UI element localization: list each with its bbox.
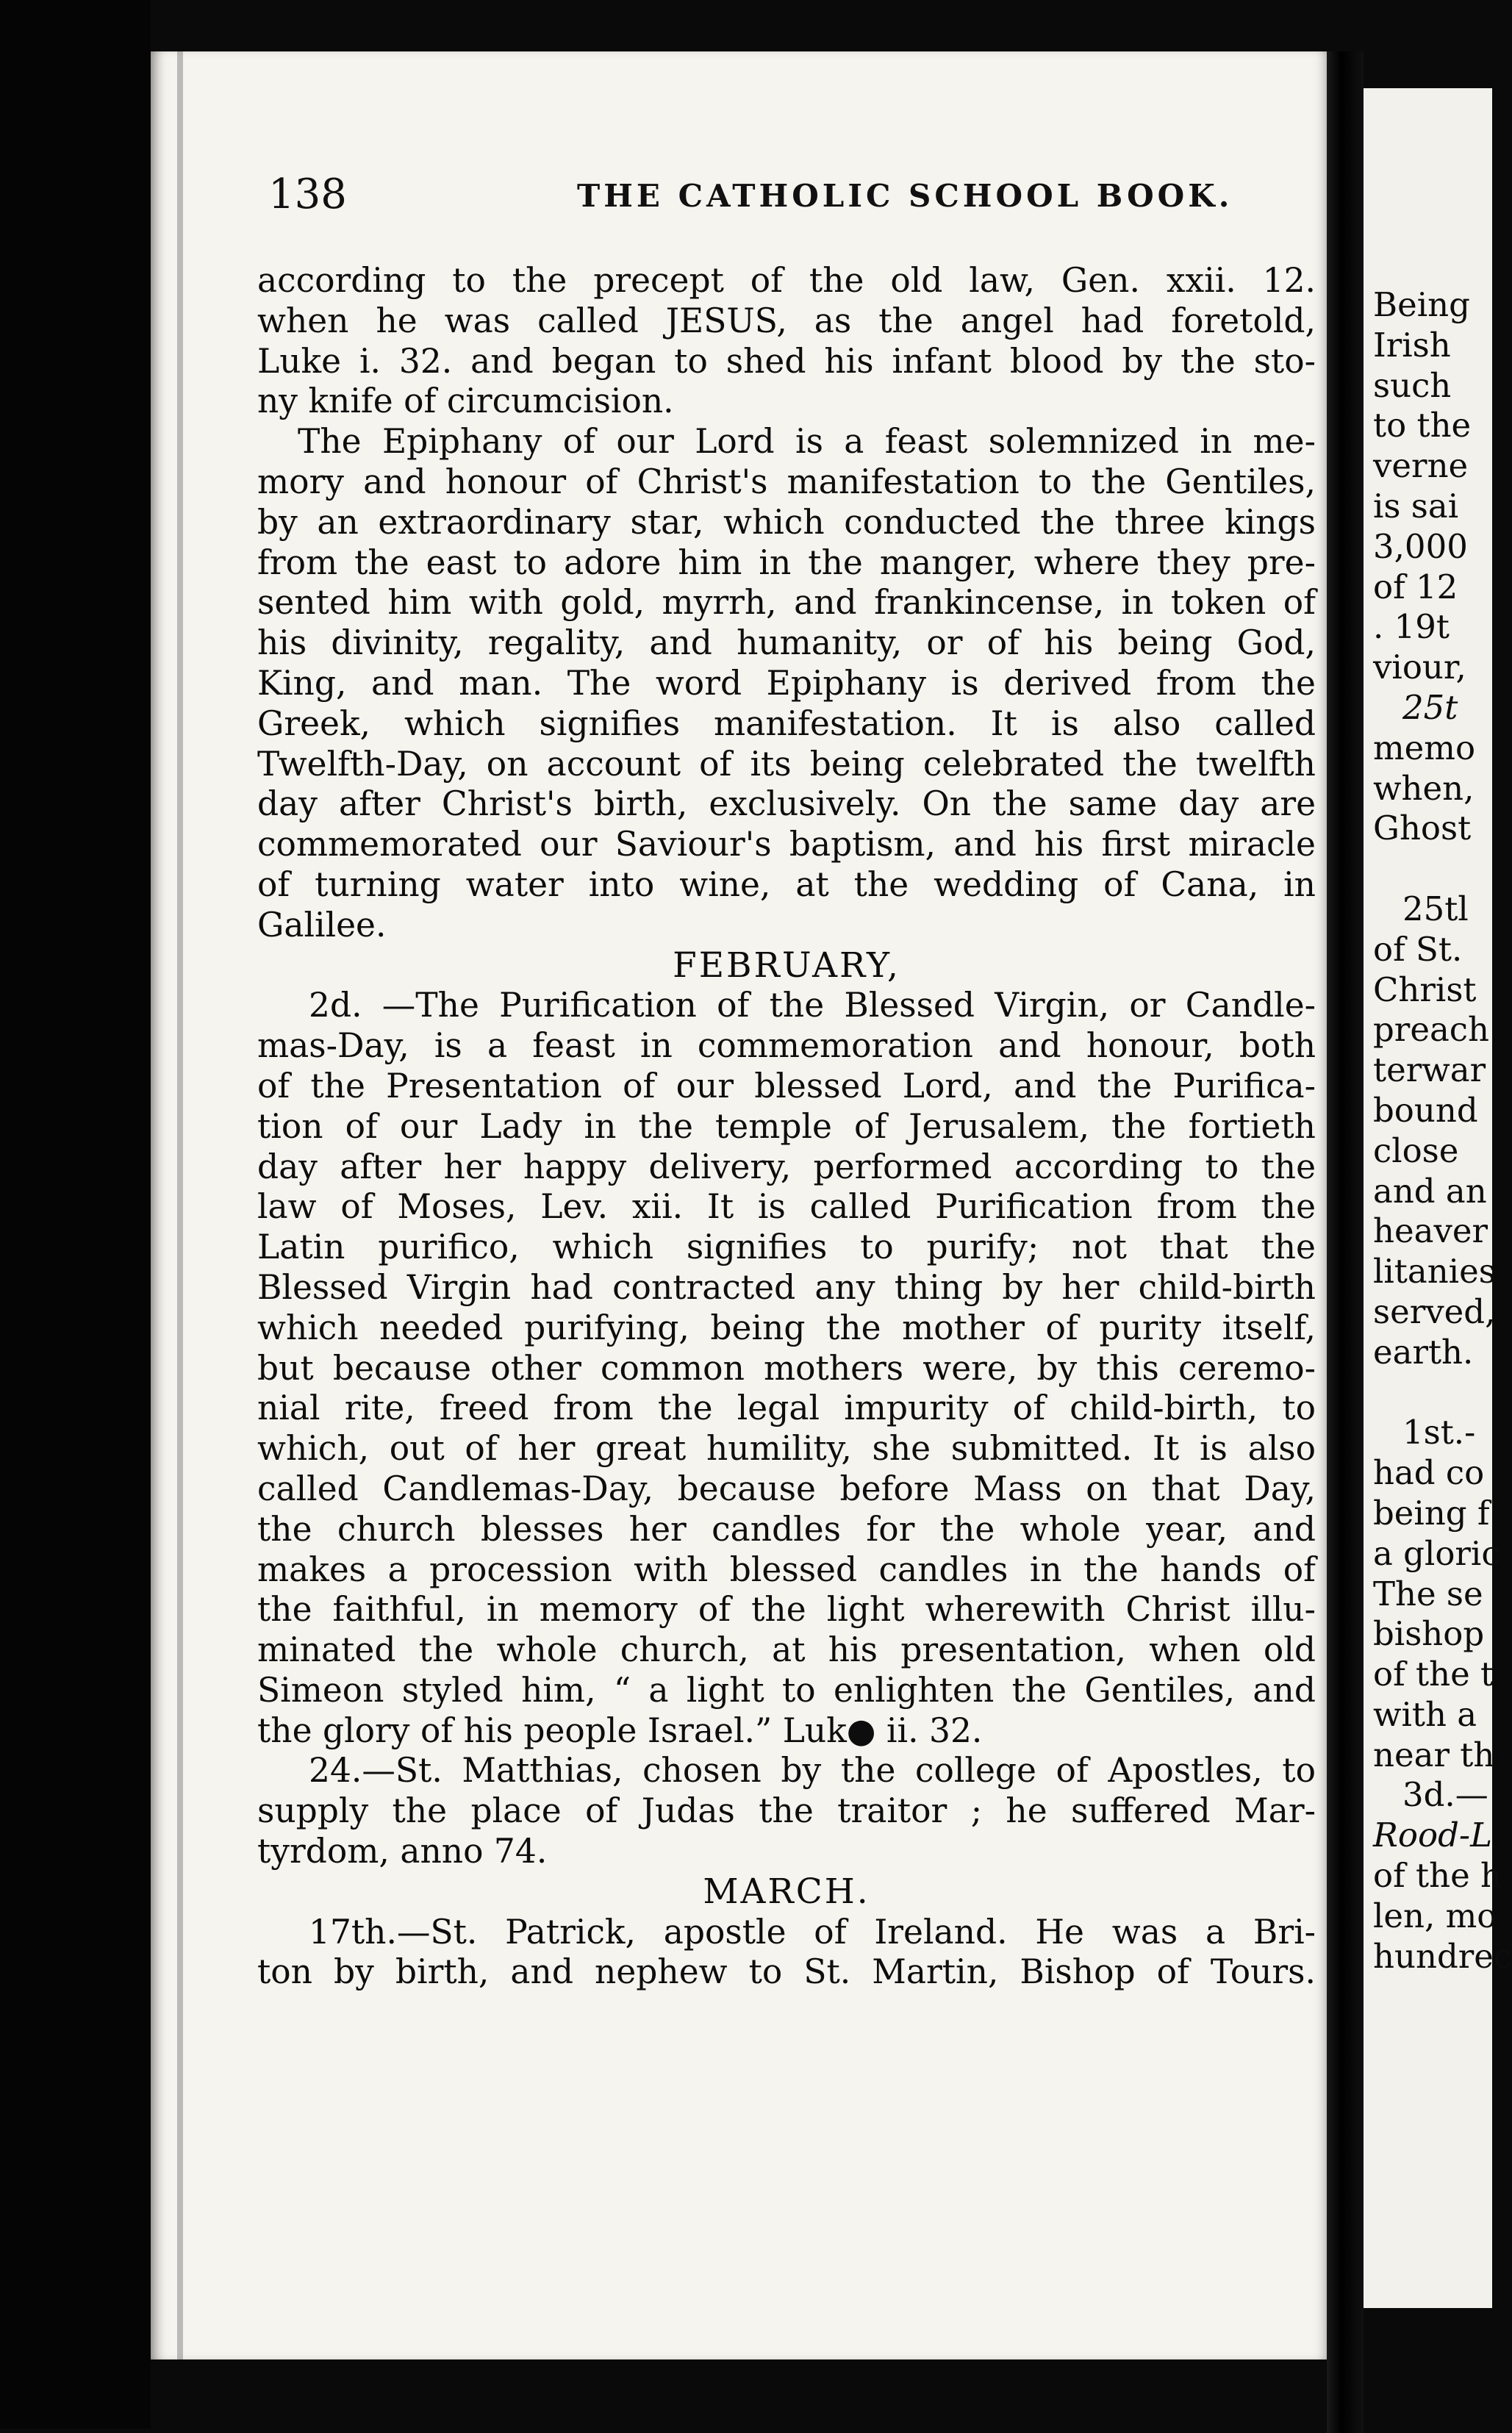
fragment-line: being f	[1373, 1493, 1490, 1533]
fragment-line: The se	[1373, 1574, 1483, 1613]
text-line: but because other common mothers were, by this ceremo-	[257, 1348, 1316, 1388]
text-line: when he was called JESUS, as the angel had foretold,	[257, 301, 1316, 340]
running-title: THE CATHOLIC SCHOOL BOOK.	[577, 178, 1233, 214]
section-heading-february: FEBRUARY,	[673, 945, 900, 986]
fragment-line: with a	[1373, 1694, 1477, 1734]
text-line: which, out of her great humility, she submitted. It is also	[257, 1429, 1316, 1469]
fragment-line: Ghost	[1373, 809, 1472, 848]
text-line: The Epiphany of our Lord is a feast solemnized in me-	[298, 422, 1316, 462]
fragment-line: Being	[1373, 285, 1470, 324]
fragment-line: is sai	[1373, 486, 1459, 526]
fragment-line: Irish	[1373, 325, 1451, 365]
book-gutter	[1327, 51, 1364, 2433]
fragment-line: of St.	[1373, 929, 1463, 969]
text-line: sented him with gold, myrrh, and frankincense, in token of	[257, 583, 1316, 623]
text-line: Simeon styled him, “ a light to enlighten the Gentiles, and	[257, 1670, 1316, 1710]
text-line: Twelfth-Day, on account of its being celebrated the twelfth	[257, 744, 1316, 784]
text-line: minated the whole church, at his presentation, when old	[257, 1630, 1316, 1670]
fragment-line: 1st.-	[1402, 1413, 1476, 1452]
fragment-line	[1373, 849, 1505, 889]
fragment-line: viour,	[1373, 648, 1466, 687]
text-line: law of Moses, Lev. xii. It is called Purification from the	[257, 1187, 1316, 1227]
fragment-line: to the	[1373, 406, 1472, 445]
fragment-line: Christ	[1373, 970, 1477, 1009]
section-heading-march: MARCH.	[703, 1871, 870, 1912]
fragment-line: hundrec	[1373, 1936, 1512, 1976]
text-line: makes a procession with blessed candles in the hands of	[257, 1549, 1316, 1589]
text-line: from the east to adore him in the manger, where they pre-	[257, 542, 1316, 582]
fragment-line: 25tl	[1402, 889, 1469, 928]
page-number: 138	[268, 171, 347, 218]
fragment-line: preach	[1373, 1010, 1489, 1050]
text-line: according to the precept of the old law, Gen. xxii. 12.	[257, 261, 1316, 300]
fragment-line: verne	[1373, 446, 1469, 486]
fragment-line: terwar	[1373, 1050, 1486, 1090]
fragment-line	[1373, 1373, 1505, 1413]
text-line: Galilee.	[257, 905, 387, 945]
fragment-line: heaver	[1373, 1211, 1488, 1251]
fragment-line: of the h	[1373, 1856, 1502, 1896]
text-line: ny knife of circumcision.	[257, 381, 674, 421]
text-line: tion of our Lady in the temple of Jerusalem, the fortieth	[257, 1106, 1316, 1146]
text-line: tyrdom, anno 74.	[257, 1832, 548, 1871]
text-line: the glory of his people Israel.” Luk● ii. 32.	[257, 1710, 983, 1750]
text-line: King, and man. The word Epiphany is derived from the	[257, 663, 1316, 703]
text-line: supply the place of Judas the traitor ; he suffered Mar-	[257, 1791, 1316, 1831]
text-line: which needed purifying, being the mother of purity itself,	[257, 1308, 1316, 1347]
text-line: Latin purifico, which signifies to purify; not that the	[257, 1228, 1316, 1267]
fragment-line: . 19t	[1373, 607, 1450, 647]
fragment-line: of 12	[1373, 567, 1458, 606]
text-line: 17th.—St. Patrick, apostle of Ireland. He was a Bri-	[309, 1912, 1316, 1952]
fragment-line: such	[1373, 365, 1452, 405]
fragment-line: 3,000	[1373, 526, 1468, 566]
fragment-line: earth.	[1373, 1332, 1474, 1372]
fragment-line: had co	[1373, 1453, 1485, 1493]
fragment-line: 25t	[1402, 687, 1458, 727]
text-line: Greek, which signifies manifestation. It is also called	[257, 703, 1316, 743]
fragment-line: litanies	[1373, 1252, 1496, 1291]
text-line: the faithful, in memory of the light wherewith Christ illu-	[257, 1590, 1316, 1630]
text-line: mas-Day, is a feast in commemoration and honour, both	[257, 1026, 1316, 1066]
fragment-line: a gloric	[1373, 1533, 1500, 1573]
text-line: mory and honour of Christ's manifestation to the Gentiles,	[257, 462, 1316, 501]
text-line: nial rite, freed from the legal impurity of child-birth, to	[257, 1389, 1316, 1428]
text-line: day after her happy delivery, performed according to the	[257, 1147, 1316, 1186]
page-edge-rule	[177, 51, 183, 2359]
text-line: the church blesses her candles for the whole year, and	[257, 1509, 1316, 1549]
fragment-line: bishop	[1373, 1614, 1485, 1654]
fragment-line: when,	[1373, 768, 1475, 808]
fragment-line: close	[1373, 1130, 1459, 1170]
text-line: of turning water into wine, at the wedding of Cana, in	[257, 864, 1316, 904]
text-line: Blessed Virgin had contracted any thing by her child-birth	[257, 1267, 1316, 1307]
text-line: of the Presentation of our blessed Lord, and the Purifica-	[257, 1066, 1316, 1106]
text-line: his divinity, regality, and humanity, or of his being God,	[257, 623, 1316, 663]
fragment-line: 3d.—	[1402, 1775, 1488, 1815]
next-page-text-fragments	[1373, 285, 1512, 1977]
running-head	[268, 171, 1312, 229]
text-line: ton by birth, and nephew to St. Martin, Bishop of Tours.	[257, 1952, 1316, 1992]
text-line: 24.—St. Matthias, chosen by the college of Apostles, to	[309, 1751, 1316, 1791]
fragment-line: and an	[1373, 1171, 1487, 1211]
text-line: by an extraordinary star, which conducted the three kings	[257, 502, 1316, 542]
fragment-line: bound	[1373, 1090, 1478, 1130]
fragment-line: served,	[1373, 1291, 1496, 1331]
fragment-line: near th	[1373, 1735, 1495, 1774]
fragment-line: of the t	[1373, 1655, 1494, 1694]
text-line: day after Christ's birth, exclusively. On the same day are	[257, 784, 1316, 824]
scan-border-left	[0, 0, 151, 2429]
fragment-line: memo	[1373, 728, 1476, 767]
text-line: 2d. —The Purification of the Blessed Virgin, or Candle-	[309, 986, 1316, 1025]
fragment-line: Rood-L	[1373, 1816, 1492, 1855]
text-line: called Candlemas-Day, because before Mass on that Day,	[257, 1469, 1316, 1508]
text-line: Luke i. 32. and began to shed his infant blood by the sto-	[257, 341, 1316, 381]
fragment-line: len, mo	[1373, 1896, 1497, 1935]
text-line: commemorated our Saviour's baptism, and his first miracle	[257, 825, 1316, 864]
main-text-block	[257, 261, 1316, 1993]
